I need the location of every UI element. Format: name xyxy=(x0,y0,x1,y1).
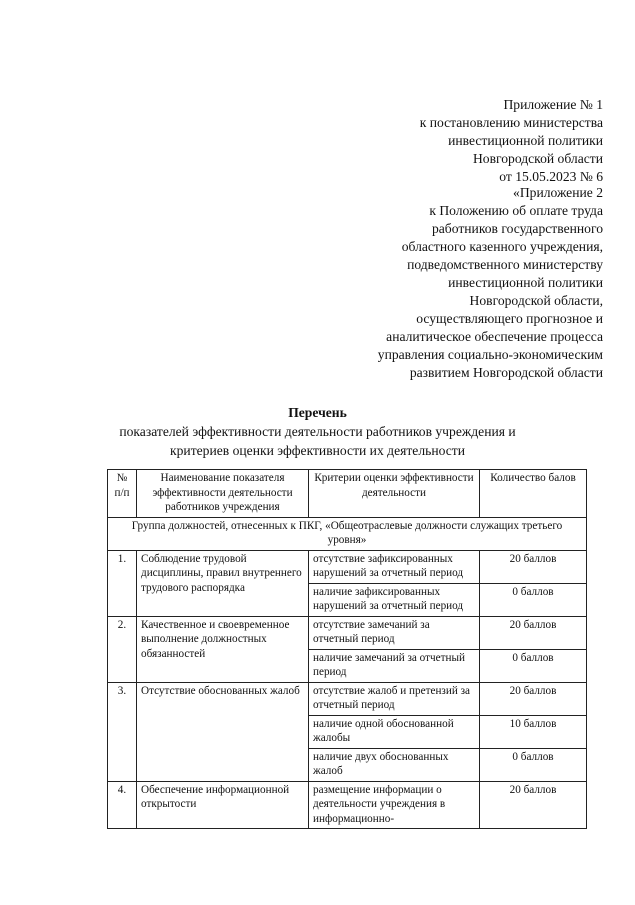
indicators-table xyxy=(107,469,587,829)
appendix-1-block xyxy=(420,96,603,186)
group-label: Группа должностей, отнесенных к ПКГ, «Общеотраслевые должности служащих третьего уровня» xyxy=(108,517,587,550)
appendix-2-line: инвестиционной политики xyxy=(448,275,603,290)
appendix-1-line: от 15.05.2023 № 6 xyxy=(499,169,603,184)
title-line: критериев оценки эффективности их деятельности xyxy=(170,443,465,458)
criterion-points: 10 баллов xyxy=(480,715,587,748)
criterion-points: 20 баллов xyxy=(480,682,587,715)
table-row xyxy=(108,616,587,649)
criterion-text: наличие замечаний за отчетный период xyxy=(309,649,480,682)
criterion-text: отсутствие замечаний за отчетный период xyxy=(309,616,480,649)
appendix-2-line: подведомственного министерству xyxy=(407,257,603,272)
row-name: Обеспечение информационной открытости xyxy=(137,781,309,829)
appendix-2-line: аналитическое обеспечение процесса xyxy=(386,329,603,344)
appendix-1-line: инвестиционной политики xyxy=(448,133,603,148)
appendix-2-line: осуществляющего прогнозное и xyxy=(416,311,603,326)
appendix-2-line: областного казенного учреждения, xyxy=(401,239,603,254)
criterion-points: 20 баллов xyxy=(480,616,587,649)
row-name: Качественное и своевременное выполнение должностных обязанностей xyxy=(137,616,309,682)
row-num: 4. xyxy=(108,781,137,829)
appendix-2-block xyxy=(378,184,603,382)
header-points: Количество балов xyxy=(480,470,587,518)
header-num: № п/п xyxy=(108,470,137,518)
appendix-2-line: работников государственного xyxy=(431,221,603,236)
appendix-1-line: Новгородской области xyxy=(472,151,603,166)
table-row xyxy=(108,550,587,583)
criterion-text: отсутствие зафиксированных нарушений за отчетный период xyxy=(309,550,480,583)
criterion-points: 20 баллов xyxy=(480,781,587,829)
table-row xyxy=(108,682,587,715)
row-name: Отсутствие обоснованных жалоб xyxy=(137,682,309,781)
appendix-2-line: Новгородской области, xyxy=(469,293,603,308)
appendix-2-line: управления социально-экономическим xyxy=(377,347,603,362)
document-title xyxy=(0,403,635,460)
header-name: Наименование показателя эффективности деятельности работников учреждения xyxy=(137,470,309,518)
group-row xyxy=(108,517,587,550)
criterion-points: 0 баллов xyxy=(480,748,587,781)
table-row xyxy=(108,781,587,829)
table-header-row xyxy=(108,470,587,518)
criterion-text: наличие зафиксированных нарушений за отчетный период xyxy=(309,583,480,616)
row-name: Соблюдение трудовой дисциплины, правил внутреннего трудового распорядка xyxy=(137,550,309,616)
appendix-1-line: Приложение № 1 xyxy=(503,97,603,112)
criterion-text: наличие одной обоснованной жалобы xyxy=(309,715,480,748)
row-num: 3. xyxy=(108,682,137,781)
title-heading: Перечень xyxy=(288,405,347,420)
appendix-1-line: к постановлению министерства xyxy=(419,115,603,130)
criterion-text: отсутствие жалоб и претензий за отчетный период xyxy=(309,682,480,715)
appendix-2-line: к Положению об оплате труда xyxy=(429,203,603,218)
appendix-2-line: развитием Новгородской области xyxy=(409,365,603,380)
appendix-2-line: «Приложение 2 xyxy=(513,185,603,200)
criterion-text: размещение информации о деятельности учреждения в информационно- xyxy=(309,781,480,829)
header-criteria: Критерии оценки эффективности деятельности xyxy=(309,470,480,518)
criterion-points: 0 баллов xyxy=(480,649,587,682)
criterion-points: 20 баллов xyxy=(480,550,587,583)
criterion-points: 0 баллов xyxy=(480,583,587,616)
criterion-text: наличие двух обоснованных жалоб xyxy=(309,748,480,781)
row-num: 2. xyxy=(108,616,137,682)
row-num: 1. xyxy=(108,550,137,616)
title-line: показателей эффективности деятельности работников учреждения и xyxy=(119,424,516,439)
